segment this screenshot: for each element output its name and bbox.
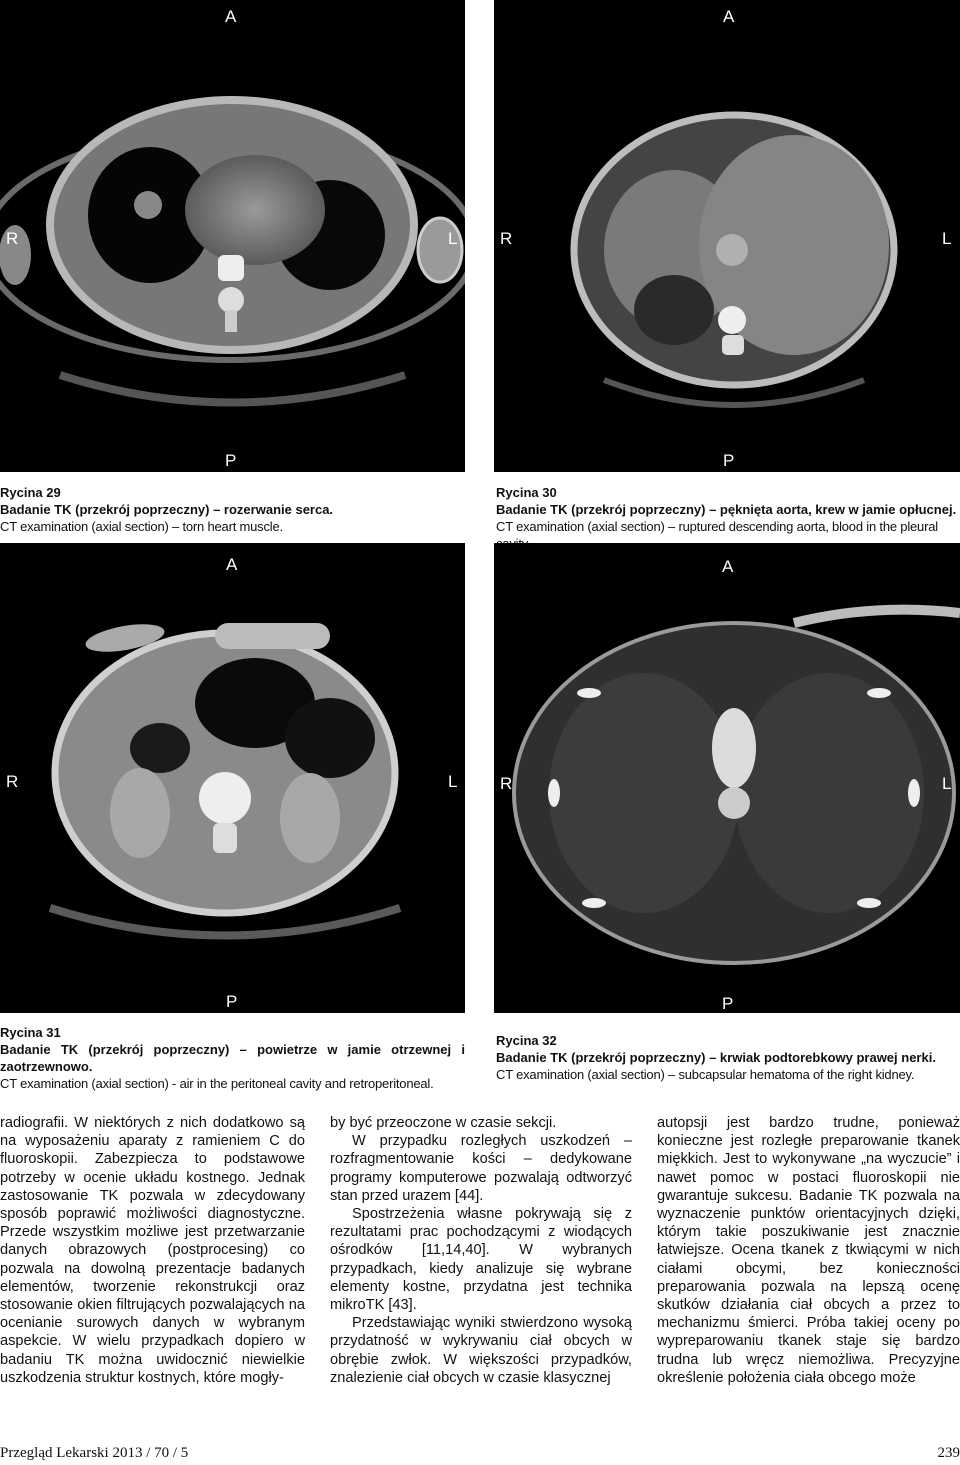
figure-31-caption-en: CT examination (axial section) - air in the peritoneal cavity and retroperitoneal. <box>0 1076 434 1091</box>
body-column-2 <box>330 1114 632 1387</box>
column-2-paragraph: Przedstawiając wyniki stwierdzono wysoką przydatność w wykrywaniu ciał obcych w obrębie zwłok. W większości przypadków, znalezienie ciał obcych w czasie klasycznej <box>330 1315 632 1386</box>
orientation-left-label: L <box>448 772 458 791</box>
orientation-right-label: R <box>6 229 19 248</box>
column-1-paragraph: radiografii. W niektórych z nich dodatkowo są na wyposażeniu aparaty z ramieniem C do fluoroskopii. Zabezpiecza to podstawowe potrzeby w ocenie układu kostnego. Jednak zastosowanie TK pozwala w zdecydowany sposób poprawić możliwości diagnostyczne. Przede wszystkim możliwe jest przetwarzanie danych obrazowych (postprocesing) co pozwala na dowolną prezentacje badanych elementów, tworzenie rekonstrukcji oraz stosowanie okien filtrujących pozwalających na ocenianie surowych danych w wybranym aspekcie. W wielu przypadkach dopiero w badaniu TK można uwidocznić niewielkie uszkodzenia struktur kostnych, które mogły- <box>0 1115 305 1386</box>
orientation-anterior-label: A <box>226 555 238 574</box>
orientation-anterior-label: A <box>722 557 734 576</box>
orientation-right-label: R <box>500 229 513 248</box>
orientation-left-label: L <box>448 229 458 248</box>
figure-32-scan <box>494 543 960 1013</box>
figure-31-scan <box>0 543 465 1013</box>
orientation-right-label: R <box>6 772 19 791</box>
figure-32-ct-image <box>494 543 960 1013</box>
figure-29-caption-en: CT examination (axial section) – torn heart muscle. <box>0 519 283 534</box>
column-2-paragraph: W przypadku rozległych uszkodzeń – rozfragmentowanie kości – dedykowane programy komputerowe pozwalają odtworzyć stan przed urazem [44]. <box>330 1133 632 1204</box>
column-2-paragraph: Spostrzeżenia własne pokrywają się z rezultatami prac pochodzącymi z wiodących ośrodków [11,14,40]. W wybranych przypadkach, kiedy analizuje się wybrane elementy kostne, przydatna jest technika mikroTK [43]. <box>330 1206 632 1314</box>
figure-32-caption-label: Rycina 32 <box>496 1033 557 1048</box>
figure-31-caption <box>0 1024 465 1092</box>
figure-30-scan <box>494 0 960 472</box>
figure-30-caption-pl: Badanie TK (przekrój poprzeczny) – pęknięta aorta, krew w jamie opłucnej. <box>496 502 957 517</box>
figure-29-caption <box>0 484 470 535</box>
figure-29-ct-image <box>0 0 465 472</box>
orientation-posterior-label: P <box>723 451 735 470</box>
page-number: 239 <box>937 1445 960 1461</box>
figure-30-caption-en: CT examination (axial section) – ruptured descending aorta, blood in the pleural <box>496 519 938 534</box>
figure-29-caption-label: Rycina 29 <box>0 485 61 500</box>
orientation-right-label: R <box>500 774 513 793</box>
figure-30-caption-label: Rycina 30 <box>496 485 557 500</box>
column-3-paragraph: autopsji jest bardzo trudne, ponieważ konieczne jest rozległe preparowanie tkanek miękkich. Jest to wykonywane „na wyczucie” i nawet pomoc w postaci fluoroskopii nie gwarantuje sukcesu. Badanie TK pozwala na wyznaczenie punktów orientacyjnych dzięki, którym takie poszukiwanie jest znacznie łatwiejsze. Ocena tkanek z tkwiącymi w nich ciałami obcymi, bez konieczności preparowania pozwala na lepszą ocenę skutków działania ciał obcych a przez to mechanizmu śmierci. Próba takiej oceny po wypreparowaniu tkanek staje się bardzo trudna lub wręcz niemożliwa. Precyzyjne określenie położenia ciała obcego może <box>657 1115 960 1386</box>
orientation-anterior-label: A <box>723 7 735 26</box>
figure-29-caption-pl: Badanie TK (przekrój poprzeczny) – rozerwanie serca. <box>0 502 334 517</box>
body-column-3 <box>657 1114 960 1387</box>
figure-32-caption-en: CT examination (axial section) – subcapsular hematoma of the right kidney. <box>496 1067 915 1082</box>
figure-31-caption-pl: Badanie TK (przekrój poprzeczny) – powietrze w jamie otrzewnej i zaotrzewnowo. <box>0 1042 465 1074</box>
figure-30-caption <box>496 484 960 552</box>
column-2-paragraph: by być przeoczone w czasie sekcji. <box>330 1115 557 1131</box>
orientation-posterior-label: P <box>226 992 238 1011</box>
figure-30-ct-image <box>494 0 960 472</box>
figure-32-caption <box>496 1032 960 1083</box>
journal-footer: Przegląd Lekarski 2013 / 70 / 5 <box>0 1445 189 1461</box>
orientation-posterior-label: P <box>722 994 734 1013</box>
figure-31-ct-image <box>0 543 465 1013</box>
figure-31-caption-label: Rycina 31 <box>0 1025 61 1040</box>
orientation-left-label: L <box>942 774 952 793</box>
body-column-1 <box>0 1114 305 1387</box>
orientation-left-label: L <box>942 229 952 248</box>
orientation-anterior-label: A <box>225 7 237 26</box>
orientation-posterior-label: P <box>225 451 237 470</box>
figure-29-scan <box>0 0 465 472</box>
figure-32-caption-pl: Badanie TK (przekrój poprzeczny) – krwiak podtorebkowy prawej nerki. <box>496 1050 936 1065</box>
